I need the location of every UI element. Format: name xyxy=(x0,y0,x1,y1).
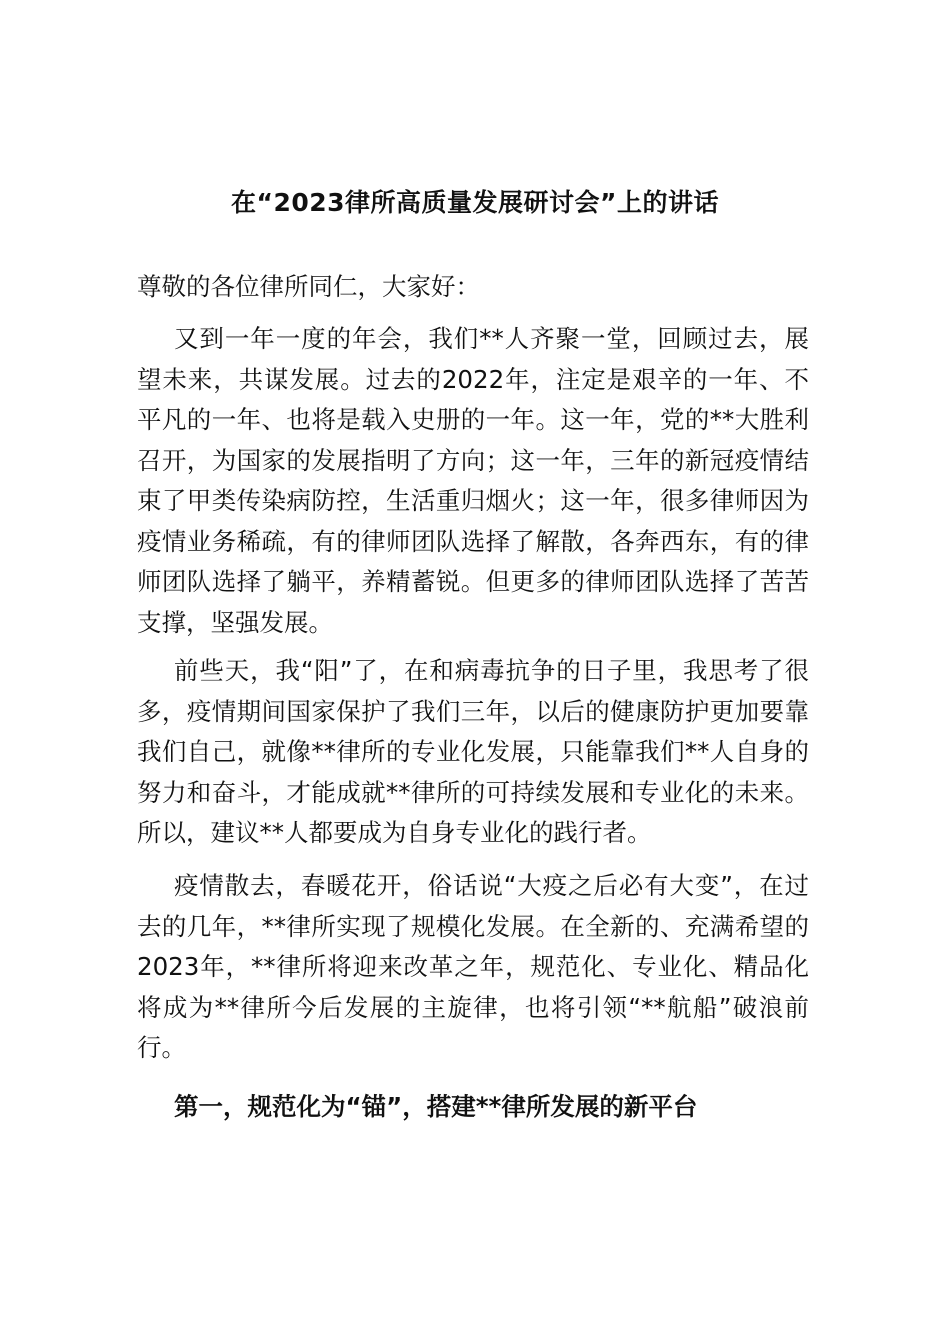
section-heading: 第一，规范化为“锚”，搭建**律所发展的新平台 xyxy=(174,1092,698,1121)
paragraph-1: 又到一年一度的年会，我们**人齐聚一堂，回顾过去，展望未来，共谋发展。过去的2022年，注定是艰辛的一年、不平凡的一年、也将是载入史册的一年。这一年，党的**大胜利召开，为国家的发展指明了方向；这一年，三年的新冠疫情结束了甲类传染病防控，生活重归烟火；这一年，很多律师因为疫情业务稀疏，有的律师团队选择了解散，各奔西东，有的律师团队选择了躺平，养精蓄锐。但更多的律师团队选择了苦苦支撑，坚强发展。 xyxy=(137,324,809,637)
paragraph-3: 疫情散去，春暖花开，俗话说“大疫之后必有大变”，在过去的几年，**律所实现了规模化发展。在全新的、充满希望的2023年，**律所将迎来改革之年，规范化、专业化、精品化将成为**律所今后发展的主旋律，也将引领“**航船”破浪前行。 xyxy=(137,871,809,1062)
paragraph-2: 前些天，我“阳”了，在和病毒抗争的日子里，我思考了很多，疫情期间国家保护了我们三年，以后的健康防护更加要靠我们自己，就像**律所的专业化发展，只能靠我们**人自身的努力和奋斗，才能成就**律所的可持续发展和专业化的未来。所以，建议**人都要成为自身专业化的践行者。 xyxy=(137,656,809,847)
salutation: 尊敬的各位律所同仁，大家好： xyxy=(137,272,480,301)
document-title: 在“2023律所高质量发展研讨会”上的讲话 xyxy=(231,187,719,217)
